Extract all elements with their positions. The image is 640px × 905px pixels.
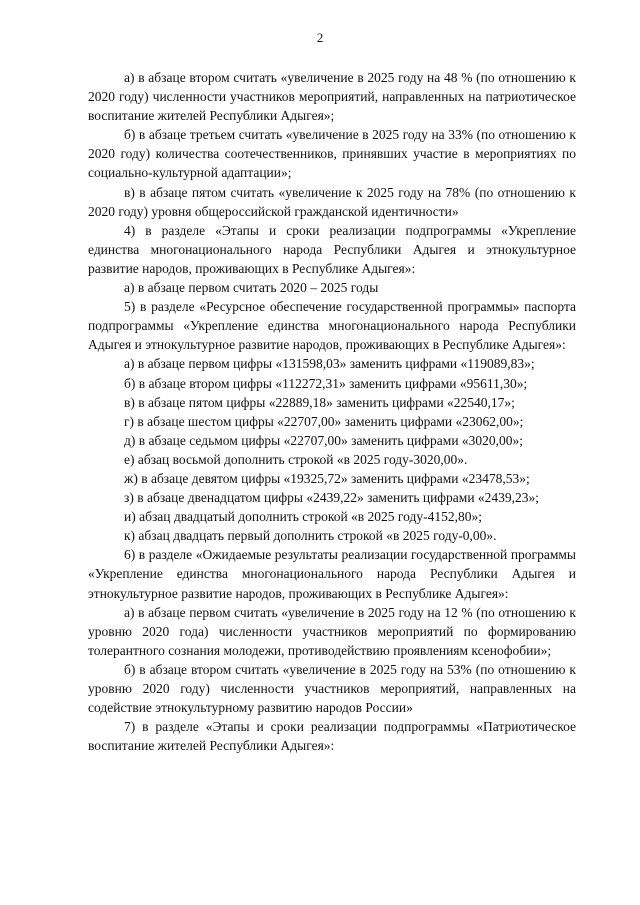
paragraph: к) абзац двадцать первый дополнить строкой «в 2025 году-0,00». [124, 528, 497, 544]
page-number: 2 [316, 30, 324, 45]
paragraph: б) в абзаце третьем считать «увеличение в 2025 году на 33% (по отношению к 2020 году) количества соотечественников, принявших участие в мероприятиях по социально-культурной адаптации»; [88, 127, 576, 181]
paragraph: б) в абзаце втором считать «увеличение в 2025 году на 53% (по отношению к уровню 2020 году) численности участников мероприятий, направленных на содействие этнокультурному развитию народов России» [88, 661, 576, 716]
paragraph: 5) в разделе «Ресурсное обеспечение государственной программы» паспорта подпрограммы «Укрепление единства многонационального народа Республики Адыгея и этнокультурное развитие народов, проживающих в Республике Адыгея»: [88, 299, 576, 353]
paragraph: а) в абзаце втором считать «увеличение в 2025 году на 48 % (по отношению к 2020 году) численности участников мероприятий, направленных на патриотическое воспитание жителей Республики Адыгея»; [88, 70, 576, 124]
paragraph: д) в абзаце седьмом цифры «22707,00» заменить цифрами «3020,00»; [124, 432, 524, 448]
paragraph: г) в абзаце шестом цифры «22707,00» заменить цифрами «23062,00»; [124, 413, 524, 429]
paragraph: б) в абзаце втором цифры «112272,31» заменить цифрами «95611,30»; [124, 375, 528, 391]
paragraph: ж) в абзаце девятом цифры «19325,72» заменить цифрами «23478,53»; [124, 470, 530, 486]
document-body [88, 68, 576, 755]
paragraph: 7) в разделе «Этапы и сроки реализации подпрограммы «Патриотическое воспитание жителей Республики Адыгея»: [88, 719, 576, 754]
paragraph: 4) в разделе «Этапы и сроки реализации подпрограммы «Укрепление единства многонационального народа Республики Адыгея и этнокультурное развитие народов, проживающих в Республике Адыгея»: [88, 222, 576, 276]
paragraph: 6) в разделе «Ожидаемые результаты реализации государственной программы «Укрепление единства многонационального народа Республики Адыгея и этнокультурное развитие народов, проживающих в Республике Адыгея»: [88, 547, 576, 601]
paragraph: е) абзац восьмой дополнить строкой «в 2025 году-3020,00». [124, 451, 468, 467]
paragraph: а) в абзаце первом цифры «131598,03» заменить цифрами «119089,83»; [124, 356, 535, 372]
paragraph: а) в абзаце первом считать 2020 – 2025 годы [124, 280, 379, 296]
paragraph: а) в абзаце первом считать «увеличение в 2025 году на 12 % (по отношению к уровню 2020 года) численности участников мероприятий по формированию толерантного сознания молодежи, противодействию проявлениям ксенофобии»; [88, 604, 576, 658]
paragraph: в) в абзаце пятом считать «увеличение к 2025 году на 78% (по отношению к 2020 году) уровня общероссийской гражданской идентичности» [88, 184, 576, 219]
paragraph: з) в абзаце двенадцатом цифры «2439,22» заменить цифрами «2439,23»; [124, 490, 540, 506]
paragraph: и) абзац двадцатый дополнить строкой «в 2025 году-4152,80»; [124, 509, 482, 525]
paragraph: в) в абзаце пятом цифры «22889,18» заменить цифрами «22540,17»; [124, 394, 515, 410]
